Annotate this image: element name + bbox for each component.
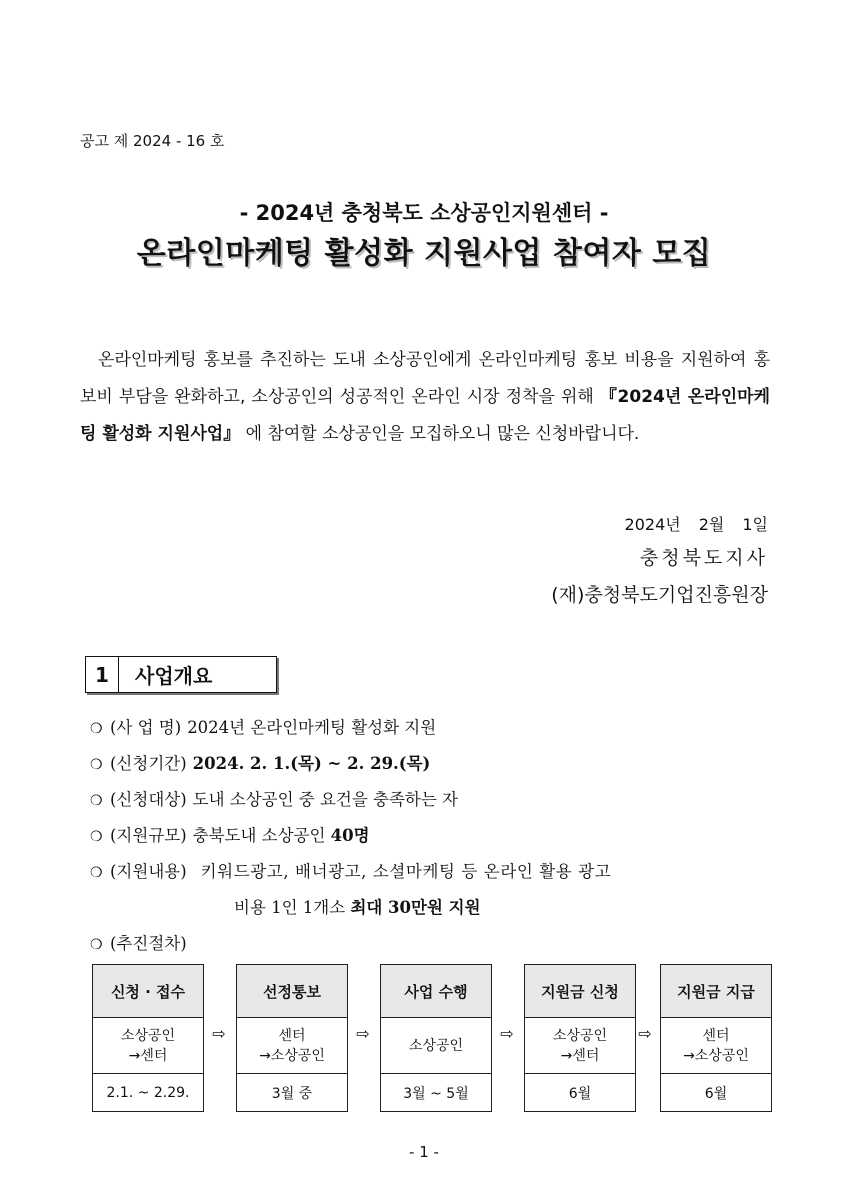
section-header [85,656,277,693]
item-label: (사 업 명) [110,718,182,737]
overview-item [90,930,193,954]
bullet-icon: ❍ [90,829,103,845]
arrow-right-icon: ⇨ [212,1024,226,1043]
flow-step-title: 사업 수행 [381,965,491,1018]
item-value: 비용 1인 1개소 [234,898,351,917]
intro-program-name: 『2024년 온라인마케팅 활성화 지원사업』 [80,387,770,444]
bullet-icon: ❍ [90,793,103,809]
flow-step-actor: 소상공인 →센터 [525,1018,635,1074]
section-number: 1 [86,657,119,692]
page-number: - 1 - [409,1143,439,1161]
bullet-icon: ❍ [90,757,103,773]
overview-item [90,750,430,774]
item-value-bold: 최대 30만원 지원 [350,898,481,917]
flow-step-actor: 센터 →소상공인 [237,1018,347,1074]
flow-step-actor: 센터 →소상공인 [661,1018,771,1074]
flow-step-period: 2.1. ~ 2.29. [106,1085,190,1101]
flow-step-period: 3월 중 [271,1086,313,1102]
flow-step-period: 3월 ~ 5월 [403,1086,469,1102]
item-label: (신청기간) [110,754,187,773]
flow-step-period: 6월 [704,1086,728,1102]
item-label: (추진절차) [110,934,187,953]
date-year: 2024년 [624,515,681,534]
item-value: 2024년 온라인마케팅 활성화 지원 [187,718,437,737]
flow-step [236,964,348,1112]
overview-item-continuation [234,894,481,918]
bullet-icon: ❍ [90,937,103,953]
arrow-right-icon: ⇨ [500,1024,514,1043]
announcement-date [625,512,768,535]
intro-paragraph [80,342,770,453]
intro-text-1: 온라인마케팅 홍보를 추진하는 도내 소상공인에게 온라인마케팅 홍보 비용을 지원하여 홍보비 부담을 완화하고, 소상공인의 성공적인 온라인 시장 정착을 위해 [80,350,770,407]
bullet-icon: ❍ [90,721,103,737]
overview-item [90,822,370,846]
item-value: 충북도내 소상공인 [192,826,331,845]
flow-step-period: 6월 [568,1086,592,1102]
date-day: 1일 [742,515,768,534]
item-value-bold: 40명 [330,826,370,845]
flow-step-title: 신청 · 접수 [93,965,203,1018]
bullet-icon: ❍ [90,865,103,881]
overview-item [90,714,436,738]
arrow-right-icon: ⇨ [356,1024,370,1043]
flow-step-title: 선정통보 [237,965,347,1018]
document-title: 온라인마케팅 활성화 지원사업 참여자 모집 [136,236,712,271]
date-month: 2월 [698,515,725,534]
document-subtitle: - 2024년 충청북도 소상공인지원센터 - [239,201,609,225]
notice-number: 공고 제 2024 - 16 호 [80,132,225,150]
flow-step-title: 지원금 신청 [525,965,635,1018]
item-label: (지원내용) [110,862,187,881]
item-label: (신청대상) [110,790,187,809]
item-value: 키워드광고, 배너광고, 소셜마케팅 등 온라인 활용 광고 [200,862,612,881]
flow-step [92,964,204,1112]
process-flow [92,964,766,1112]
flow-step-actor: 소상공인 →센터 [93,1018,203,1074]
flow-step [524,964,636,1112]
issuer-governor: 충청북도지사 [639,547,768,569]
item-value: 2024. 2. 1.(목) ~ 2. 29.(목) [192,754,431,773]
flow-step [660,964,772,1112]
flow-step-title: 지원금 지급 [661,965,771,1018]
section-title: 사업개요 [135,664,213,688]
issuer-agency: (재)충청북도기업진흥원장 [551,584,768,606]
arrow-right-icon: ⇨ [638,1024,652,1043]
overview-item [90,786,458,810]
flow-step [380,964,492,1112]
item-label: (지원규모) [110,826,187,845]
item-value: 도내 소상공인 중 요건을 충족하는 자 [192,790,458,809]
overview-item [90,858,770,882]
flow-step-actor: 소상공인 [381,1018,491,1074]
intro-text-2: 에 참여할 소상공인을 모집하오니 많은 신청바랍니다. [240,424,640,444]
